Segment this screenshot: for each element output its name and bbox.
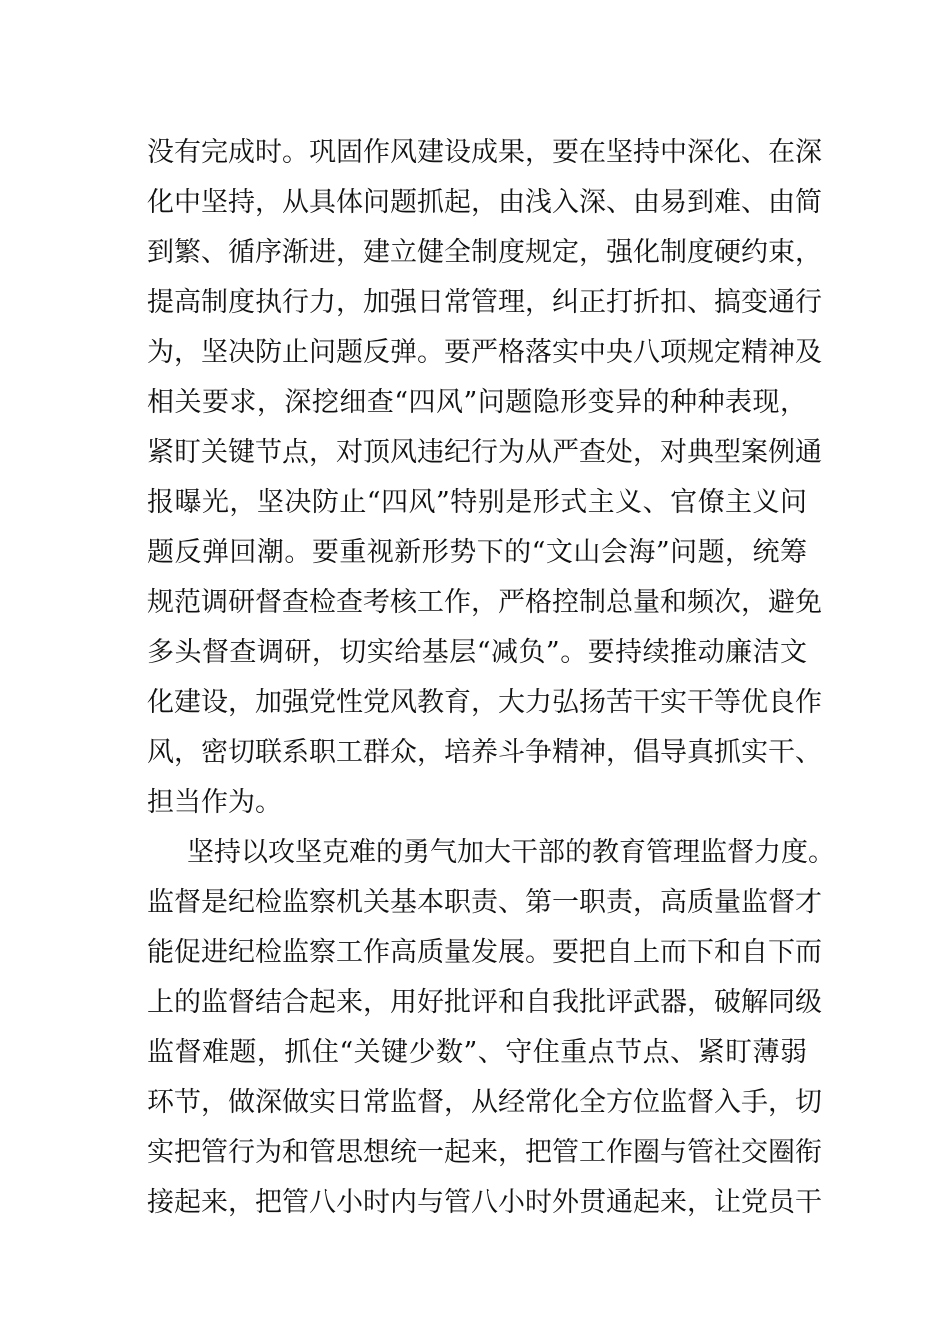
text-line: 相关要求，深挖细查“四风”问题隐形变异的种种表现， bbox=[147, 387, 807, 418]
text-line: 多头督查调研，切实给基层“减负”。要持续推动廉洁文 bbox=[147, 637, 807, 668]
text-line: 紧盯关键节点，对顶风违纪行为从严查处，对典型案例通 bbox=[147, 437, 822, 468]
text-line: 接起来，把管八小时内与管八小时外贯通起来，让党员干 bbox=[147, 1187, 822, 1218]
text-line: 能促进纪检监察工作高质量发展。要把自上而下和自下而 bbox=[147, 937, 822, 968]
text-line: 上的监督结合起来，用好批评和自我批评武器，破解同级 bbox=[147, 987, 822, 1018]
text-line: 到繁、循序渐进，建立健全制度规定，强化制度硬约束， bbox=[147, 237, 822, 268]
text-line: 担当作为。 bbox=[147, 787, 282, 818]
text-line: 提高制度执行力，加强日常管理，纠正打折扣、搞变通行 bbox=[147, 287, 822, 318]
text-line: 化中坚持，从具体问题抓起，由浅入深、由易到难、由简 bbox=[147, 187, 822, 218]
text-line: 化建设，加强党性党风教育，大力弘扬苦干实干等优良作 bbox=[147, 687, 822, 718]
text-line: 为，坚决防止问题反弹。要严格落实中央八项规定精神及 bbox=[147, 337, 822, 368]
body-text bbox=[147, 128, 835, 1228]
text-line: 题反弹回潮。要重视新形势下的“文山会海”问题，统筹 bbox=[147, 537, 807, 568]
text-line: 环节，做深做实日常监督，从经常化全方位监督入手，切 bbox=[147, 1087, 822, 1118]
text-line: 风，密切联系职工群众，培养斗争精神，倡导真抓实干、 bbox=[147, 737, 822, 768]
text-line: 报曝光，坚决防止“四风”特别是形式主义、官僚主义问 bbox=[147, 487, 807, 518]
text-line: 监督难题，抓住“关键少数”、守住重点节点、紧盯薄弱 bbox=[147, 1037, 807, 1068]
text-line: 规范调研督查检查考核工作，严格控制总量和频次，避免 bbox=[147, 587, 822, 618]
text-line: 坚持以攻坚克难的勇气加大干部的教育管理监督力度。 bbox=[187, 837, 835, 868]
paragraph-1 bbox=[147, 128, 822, 828]
paragraph-2 bbox=[147, 828, 835, 1228]
text-line: 监督是纪检监察机关基本职责、第一职责，高质量监督才 bbox=[147, 887, 822, 918]
text-line: 实把管行为和管思想统一起来，把管工作圈与管社交圈衔 bbox=[147, 1137, 822, 1168]
text-line: 没有完成时。巩固作风建设成果，要在坚持中深化、在深 bbox=[147, 137, 822, 168]
